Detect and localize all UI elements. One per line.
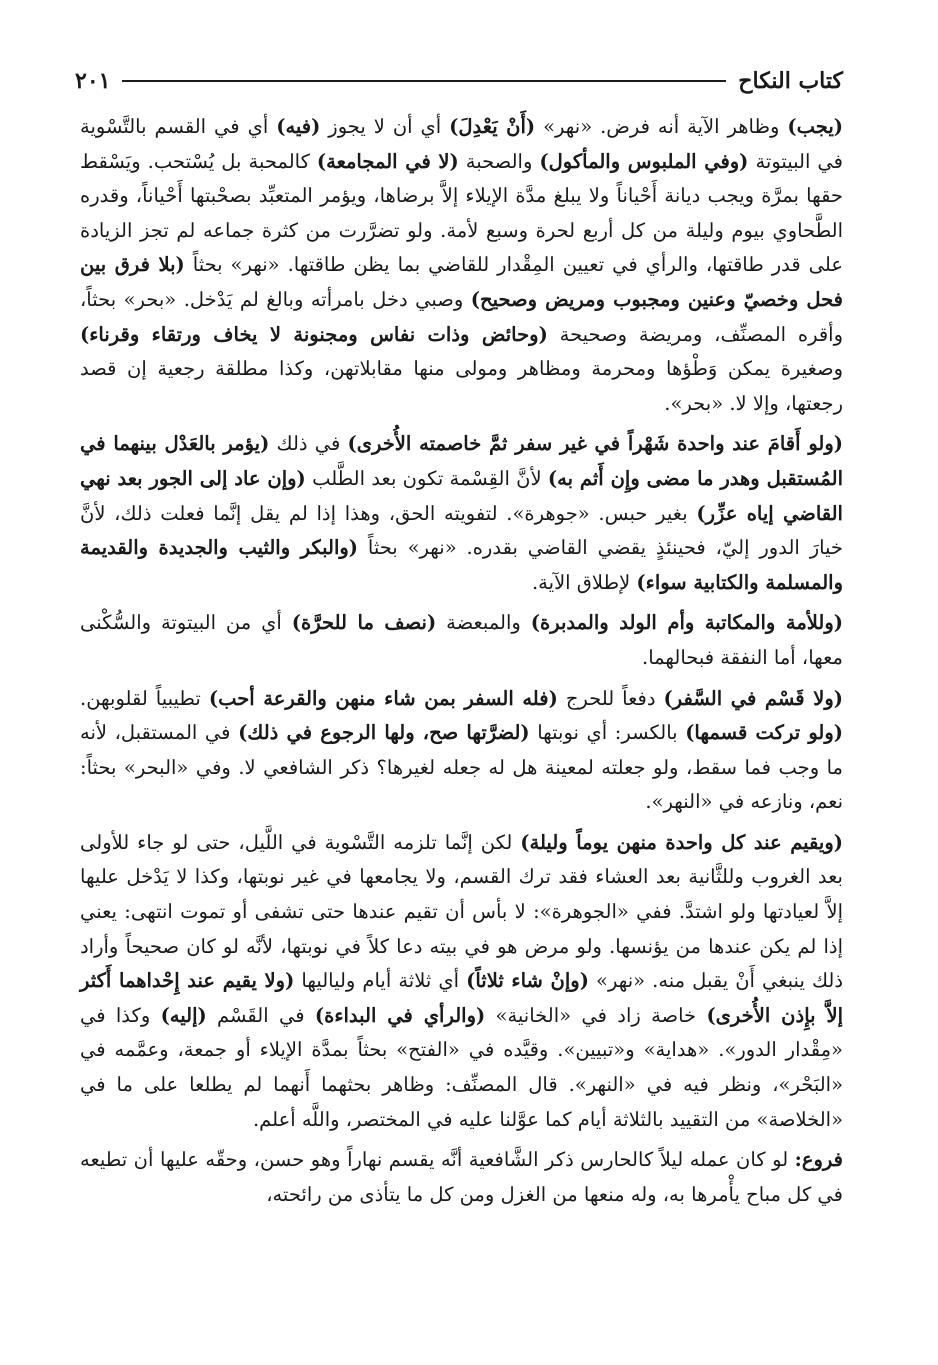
text-segment: أي ثلاثة أيام ولياليها — [294, 969, 467, 993]
page-body — [80, 110, 843, 1218]
bold-text: (يؤمر بالعَدْل بينهما في المُستقبل وهدر ما مضى وإِن أَثم به) — [80, 432, 843, 490]
bold-text: (يجب) — [787, 115, 844, 138]
text-segment: خاصة زاد في «الخانية» — [485, 1003, 707, 1027]
text-segment: والمبعضة — [436, 611, 531, 635]
bold-text: (لا في المجامعة) — [316, 149, 459, 173]
text-segment: لإطلاق الآية. — [531, 570, 637, 594]
bold-text: (والبكر والثيب والجديدة والقديمة والمسلمة والكتابية سواء) — [80, 536, 843, 594]
text-segment: لو كان عمله ليلاً كالحارس ذكر الشَّافعية أنَّه يقسم نهاراً وهو حسن، وحقّه عليها أن تطيعه في كل مباح يأْمرها به، وله منعها من الغزل ومن كل ما يتأذى من رائحته، — [80, 1148, 843, 1206]
text-segment: وكذا في «مِقْدار الدور». «هداية» و«تبيين». وقيَّده في «الفتح» بحثاً بمدَّة الإيلاء أو جمعة، وعمَّمه في «البَحْر»، ونظر فيه في «النهر». قال المصنِّف: وظاهر بحثهما أَنهما لم يطلعا على ما في «الخلاصة» من التقييد بالثلاثة أيام كما عوَّلنا عليه في المختصر، واللَّه أعلم. — [80, 1003, 843, 1131]
paragraph — [80, 110, 843, 421]
page-number: ٢٠١ — [75, 68, 111, 94]
text-segment: أي في القسم بالتَّسْوية في البيتوتة — [80, 115, 843, 173]
bold-text: (فله السفر بمن شاء منهن والقرعة أحب) — [208, 686, 558, 710]
bold-text: (وإنْ شاء ثلاثاً) — [466, 969, 589, 993]
bold-text: (ولا يقيم عند إِحْداهما أَكثر إلاَّ بإِذن الأُخرى) — [80, 969, 844, 1027]
text-segment: بالكسر: أي نوبتها — [529, 721, 686, 745]
bold-text: (بلا فرق بين فحل وخصيّ وعنين ومجبوب ومريض وصحيح) — [80, 253, 843, 311]
page-header — [75, 62, 843, 100]
text-segment: لكن إنَّما تلزمه التَّسْوية في اللَّيل، حتى لو جاء للأولى بعد الغروب وللثَّانية بعد العشاء فقد ترك القسم، ولا يجامعها في غير نوبتها، وكذا لا يَدْخل عليها إلاَّ لعيادتها ولو اشتدَّ. ففي «الجوهرة»: لا بأس أن تقيم عندها حتى تشفى أو تموت انتهى: يعني إذا لم يكن عندها من يؤنسها. ولو مرض هو في بيته دعا كلاً في نوبتها، لأنَّه لو كان صحيحاً وأراد ذلك ينبغي أَنْ يقبل منه. «نهر» — [80, 830, 843, 993]
bold-text: فروع: — [794, 1148, 843, 1172]
text-segment: لأنَّ القِسْمة تكون بعد الطَّلب — [305, 466, 548, 490]
bold-text: (وحائض وذات نفاس ومجنونة لا يخاف ورتقاء وقرناء) — [80, 322, 548, 346]
text-segment: في القَسْم — [206, 1003, 315, 1027]
text-segment: كالمحبة بل يُسْتحب. ويَسْقط حقها بمرَّة ويجب ديانة أَحْياناً ولا يبلغ مدَّة الإيلاء إلاَّ برضاها، ويؤمر المتعبِّد بصحْبتها أَحْياناً، وقدره الطَّحاوي بيوم وليلة من كل أربع لحرة وسبع لأمة. ولو تضرَّرت من كثرة جماعه لم تجز الزيادة على قدر طاقتها، والرأي في تعيين المِقْدار للقاضي بما يظن طاقتها. «نهر» بحثاً — [80, 149, 843, 277]
text-segment: وصبي دخل بامرأته وبالغ لم يَدْخل. «بحر» بحثاً، وأقره المصنِّف، ومريضة وصحيحة — [80, 287, 844, 346]
bold-text: (وفي الملبوس والمأكول) — [539, 149, 749, 173]
text-segment: أي أن لا يجوز — [320, 115, 450, 138]
paragraph — [80, 682, 843, 820]
text-segment: وظاهر الآية أنه فرض. «نهر» — [535, 115, 788, 138]
paragraph — [80, 427, 843, 600]
text-segment: أي من البيتوتة والسُّكْنى معها، أما النفقة فبحالهما. — [80, 611, 843, 669]
bold-text: (ويقيم عند كل واحدة منهن يوماً وليلة) — [520, 830, 843, 854]
bold-text: (أَنْ يَعْدِلَ) — [449, 115, 536, 138]
text-segment: دفعاً للحرج — [557, 686, 664, 710]
bold-text: (والرأي في البداءة) — [314, 1003, 486, 1027]
bold-text: (لضرَّتها صح، ولها الرجوع في ذلك) — [238, 721, 530, 745]
text-segment: والصحبة — [458, 149, 540, 173]
text-segment: في ذلك — [269, 432, 348, 456]
header-rule — [122, 80, 726, 82]
bold-text: (ولو تركت قسمها) — [685, 721, 843, 745]
bold-text: (وإن عاد إلى الجور بعد نهي القاضي إياه عزِّر) — [80, 466, 843, 525]
text-segment: تطيبياً لقلوبهن. — [80, 686, 209, 710]
bold-text: (إليه) — [160, 1003, 207, 1027]
bold-text: (وللأمة والمكاتبة وأم الولد والمدبرة) — [530, 611, 843, 635]
bold-text: (فيه) — [276, 115, 321, 138]
paragraph — [80, 606, 843, 675]
text-segment: وصغيرة يمكن وَطْؤها ومحرمة ومظاهر ومولى منها مقابلاتهن، وكذا مطلقة رجعية إن قصد رجعتها، وإلا لا. «بحر». — [80, 357, 843, 415]
chapter-title: كتاب النكاح — [738, 68, 843, 94]
bold-text: (نصف ما للحرَّة) — [291, 611, 437, 635]
text-segment: بغير حبس. «جوهرة». لتفويته الحق، وهذا إذا لم يقل إنَّما فعلت ذلك، لأنَّ خيارَ الدور إليّ، فحينئذٍ يقضي القاضي بقدره. «نهر» بحثاً — [80, 501, 843, 560]
bold-text: (ولا قَسْم في السَّفر) — [663, 686, 843, 710]
text-segment: في المستقبل، لأنه ما وجب فما سقط، ولو جعلته لمعينة هل له جعله لغيرها؟ ذكر الشافعي لا. وفي «البحر» بحثاً: نعم، ونازعه في «النهر». — [80, 721, 843, 814]
bold-text: (ولو أَقامَ عند واحدة شَهْراً في غير سفر ثمَّ خاصمته الأُخرى) — [347, 432, 843, 456]
paragraph — [80, 1143, 843, 1212]
paragraph — [80, 826, 843, 1137]
